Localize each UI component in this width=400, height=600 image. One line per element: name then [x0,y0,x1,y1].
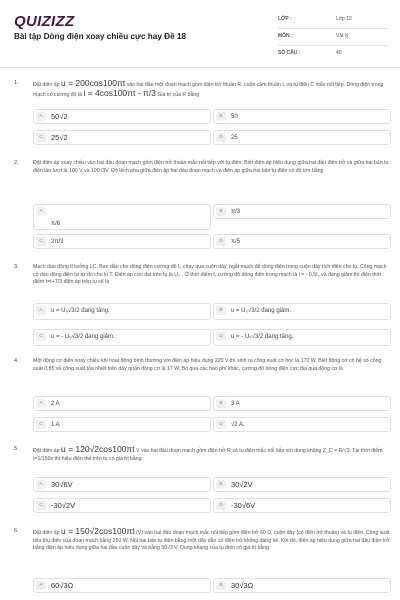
option-b[interactable] [213,303,391,320]
question-text [33,446,391,463]
worksheet-title: Bài tập Dòng điện xoay chiều cực hay Đề 18 [14,32,187,41]
meta-label: SỐ CÂU : [278,50,301,56]
question-text-part: vào hai đầu một đoạn mạch gồm điện trở thuần R, cuộn cảm thuần L và tụ điện C mắc nối tiếp. Dòng điện trong mạch có cường độ là [33,82,384,98]
option-text: 30√2V [231,480,253,489]
option-text: π/6 [51,221,61,227]
option-c[interactable] [33,234,211,249]
meta-label: LỚP : [278,16,292,22]
option-a[interactable] [33,303,211,320]
option-b[interactable] [213,109,391,124]
option-b[interactable] [213,204,391,219]
option-text: 2π/3 [51,239,64,245]
option-a[interactable] [33,204,211,230]
option-text: π/3 [231,209,241,215]
option-letter: D [216,133,226,142]
option-letter: A [36,112,46,121]
option-text: 30√6V [51,480,73,489]
option-d[interactable] [213,417,391,432]
option-text: -30√2V [51,501,76,510]
option-text: u = - U₀√3/2 đang giảm. [51,334,115,340]
option-a[interactable] [33,109,211,124]
formula: u = 200cos100πt [61,78,126,88]
option-letter: B [216,480,226,489]
option-c[interactable] [33,329,211,346]
formula: u = 150√2cos100πt [61,526,135,536]
option-letter: A [36,480,46,489]
question-number: 5. [14,446,19,452]
option-d[interactable] [213,498,391,513]
option-letter: C [36,501,46,510]
option-b[interactable] [213,578,391,593]
question-number: 6. [14,528,19,534]
option-text: u = U₀√3/2 đang giảm. [231,308,291,314]
option-text: π/5 [231,239,241,245]
option-text: 25√2 [51,133,68,142]
formula: i = 4cos100πt - π/3 [83,87,156,98]
option-letter: D [216,420,226,429]
question-text-part: (V) vào hai đầu đoạn mạch mắc nối tiếp gồm điện trở 60 Ω, cuộn dây (có điện trở thuần) và tụ điện. Công suất tiêu thụ điện của đoạn mạch bằng 250 W. Nối hai bản tụ điện bằng một dây dẫn có điện trở không đáng kể. Khi đó, điện áp hiệu dụng giữa hai đầu điện trở bằng điện áp hiệu dụng giữa hai đầu cuộn dây và bằng 50√3 V. Dung kháng của tụ điện có giá trị bằng [33,530,390,552]
option-letter: D [216,237,226,246]
question-text: Một động cơ điện xoay chiều khi hoạt động bình thường với điện áp hiệu dụng 220 V thì sinh ra công suất cơ học là 170 W. Biết động cơ có hệ số công suất 0,85 và công suất tỏa nhiệt trên dây quấn động cơ là 17 W. Bỏ qua các hao phí khác, cường độ dòng điện cực đại qua động cơ là [33,358,382,372]
option-c[interactable] [33,417,211,432]
option-letter: B [216,112,226,121]
option-letter: A [36,581,46,590]
question-text [33,528,391,553]
option-text: 2 A [51,401,60,407]
meta-row-count [278,46,388,63]
option-text: 60√3Ω [51,581,74,590]
meta-value: Vật lý [336,33,349,39]
option-c[interactable] [33,130,211,145]
meta-value: Lớp 12 [336,16,352,22]
option-a[interactable] [33,477,211,492]
option-text: 50√2 [51,112,68,121]
question-text: Mạch dao động lí tưởng LC. Ban đầu cho dòng điện cường độ I₀ chạy qua cuộn dây, ngắt mạch để dòng điện trong cuộn dây tích điện cho tụ. Công mạch có dao động điện từ tự do chu kì T. Điện áp cực đại trên tụ là U₀ . Ở thời điểm t, cường độ dòng điện trong mạch là i = - 0,5I₀ và đang giảm thì điện thời điểm t=t+T/3 điện áp trên tụ sẽ là [33,264,387,286]
option-letter: B [216,581,226,590]
question-text [33,80,391,99]
option-letter: A [36,399,46,408]
question-number: 2. [14,160,19,166]
option-d[interactable] [213,130,391,145]
worksheet-meta [278,12,388,63]
meta-value: 40 [336,50,342,56]
option-letter: C [36,332,46,341]
option-d[interactable] [213,329,391,346]
option-b[interactable] [213,396,391,411]
worksheet-header [0,0,400,68]
option-letter: A [36,207,46,216]
option-letter: B [216,306,226,315]
option-letter: B [216,399,226,408]
option-text: 25 [231,135,238,141]
option-c[interactable] [33,498,211,513]
meta-row-class [278,12,388,29]
option-text: -30√6V [231,501,256,510]
option-a[interactable] [33,396,211,411]
question-text-part: Giá trị của R bằng [157,91,200,98]
option-letter: C [36,133,46,142]
option-text: 1 A [51,422,60,428]
option-d[interactable] [213,234,391,249]
option-letter: D [216,501,226,510]
option-letter: D [216,332,226,341]
option-b[interactable] [213,477,391,492]
meta-label: MÔN : [278,33,293,39]
question-text-part: Đặt điện áp [33,448,60,454]
formula: u = 120√2cos100πt [61,444,135,454]
option-letter: B [216,207,226,216]
question-number: 1. [14,80,19,86]
quizizz-logo: QUIZIZZ [14,13,75,30]
question-text-part: V vào hai đầu đoạn mạch gồm điện trở R và tụ điện mắc nối tiếp với dung kháng Z_C = R/√3. Tại thời điểm t=1/150s thì hiệu điện thế trên tụ có giá trị bằng [33,448,383,462]
option-letter: C [36,237,46,246]
meta-row-subject [278,29,388,46]
option-text: 30√3Ω [231,581,254,590]
option-letter: A [36,306,46,315]
question-text-part: Đặt điện áp [33,530,60,536]
option-text: 3 A [231,401,240,407]
question-text-part: Đặt điện áp [33,82,60,88]
option-text: √2 A. [231,422,245,428]
question-text: Đặt điện áp xoay chiều vào hai đầu đoạn mạch gồm điện trở thuần mắc nối tiếp với tụ điện. Biết điện áp hiệu dụng giữa hai đầu điện trở và giữa hai bản tụ điện lần lượt là 100 V và 100√3V. Độ lệch pha giữa điện áp hai đầu đoạn mạch và điện áp giữa hai bản tụ điện có độ lớn bằng [33,160,389,174]
option-a[interactable] [33,578,211,593]
question-number: 4. [14,358,19,364]
question-number: 3. [14,264,19,270]
option-text: u = U₀√3/2 đang tăng. [51,308,110,314]
option-text: 50 [231,114,238,120]
option-text: u = - U₀√3/2 đang tăng. [231,334,294,340]
option-letter: C [36,420,46,429]
